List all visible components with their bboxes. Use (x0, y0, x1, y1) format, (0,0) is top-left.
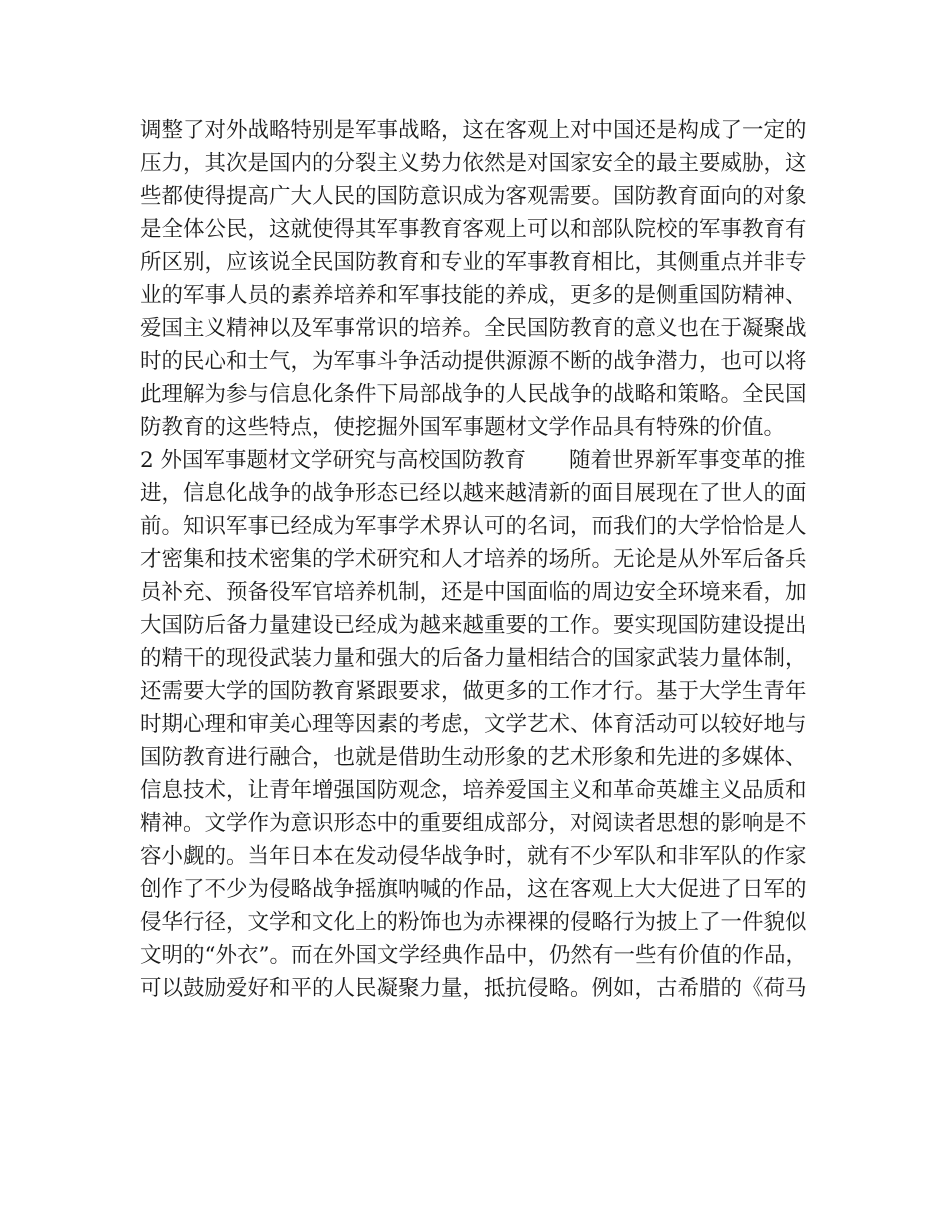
text-line: 爱国主义精神以及军事常识的培养。全民国防教育的意义也在于凝聚战 (140, 316, 807, 341)
text-line: 时的民心和士气，为军事斗争活动提供源源不断的战争潜力，也可以将 (140, 349, 807, 374)
text-line: 还需要大学的国防教育紧跟要求，做更多的工作才行。基于大学生青年 (140, 679, 807, 704)
text-line: 是全体公民，这就使得其军事教育客观上可以和部队院校的军事教育有 (140, 217, 807, 242)
text-line: 大国防后备力量建设已经成为越来越重要的工作。要实现国防建设提出 (140, 613, 807, 638)
text-line: 侵华行径，文学和文化上的粉饰也为赤裸裸的侵略行为披上了一件貌似 (140, 910, 807, 935)
body-text (140, 114, 830, 1005)
text-line: 国防教育进行融合，也就是借助生动形象的艺术形象和先进的多媒体、 (140, 745, 807, 770)
text-line: 调整了对外战略特别是军事战略，这在客观上对中国还是构成了一定的 (140, 118, 807, 143)
text-line: 的精干的现役武装力量和强大的后备力量相结合的国家武装力量体制， (140, 646, 807, 671)
text-line: 容小觑的。当年日本在发动侵华战争时，就有不少军队和非军队的作家 (140, 844, 807, 869)
text-line: 进，信息化战争的战争形态已经以越来越清新的面目展现在了世人的面 (140, 481, 807, 506)
text-line: 精神。文学作为意识形态中的重要组成部分，对阅读者思想的影响是不 (140, 811, 807, 836)
text-line: 可以鼓励爱好和平的人民凝聚力量，抵抗侵略。例如，古希腊的《荷马 (140, 976, 807, 1001)
text-line: 前。知识军事已经成为军事学术界认可的名词，而我们的大学恰恰是人 (140, 514, 807, 539)
text-line: 所区别，应该说全民国防教育和专业的军事教育相比，其侧重点并非专 (140, 250, 807, 275)
text-line: 才密集和技术密集的学术研究和人才培养的场所。无论是从外军后备兵 (140, 547, 807, 572)
text-line: 业的军事人员的素养培养和军事技能的养成，更多的是侧重国防精神、 (140, 283, 807, 308)
text-line: 压力，其次是国内的分裂主义势力依然是对国家安全的最主要威胁，这 (140, 151, 807, 176)
text-line: 员补充、预备役军官培养机制，还是中国面临的周边安全环境来看，加 (140, 580, 807, 605)
text-line: 时期心理和审美心理等因素的考虑，文学艺术、体育活动可以较好地与 (140, 712, 807, 737)
text-line: 此理解为参与信息化条件下局部战争的人民战争的战略和策略。全民国 (140, 382, 807, 407)
text-line: 创作了不少为侵略战争摇旗呐喊的作品，这在客观上大大促进了日军的 (140, 877, 807, 902)
text-line: 防教育的这些特点，使挖掘外国军事题材文学作品具有特殊的价值。 (140, 415, 786, 440)
text-line: 信息技术，让青年增强国防观念，培养爱国主义和革命英雄主义品质和 (140, 778, 807, 803)
text-line: 些都使得提高广大人民的国防意识成为客观需要。国防教育面向的对象 (140, 184, 807, 209)
text-line: 文明的“外衣”。而在外国文学经典作品中，仍然有一些有价值的作品， (140, 943, 807, 968)
section-heading-line: 2 外国军事题材文学研究与高校国防教育 随着世界新军事变革的推 (140, 448, 806, 473)
